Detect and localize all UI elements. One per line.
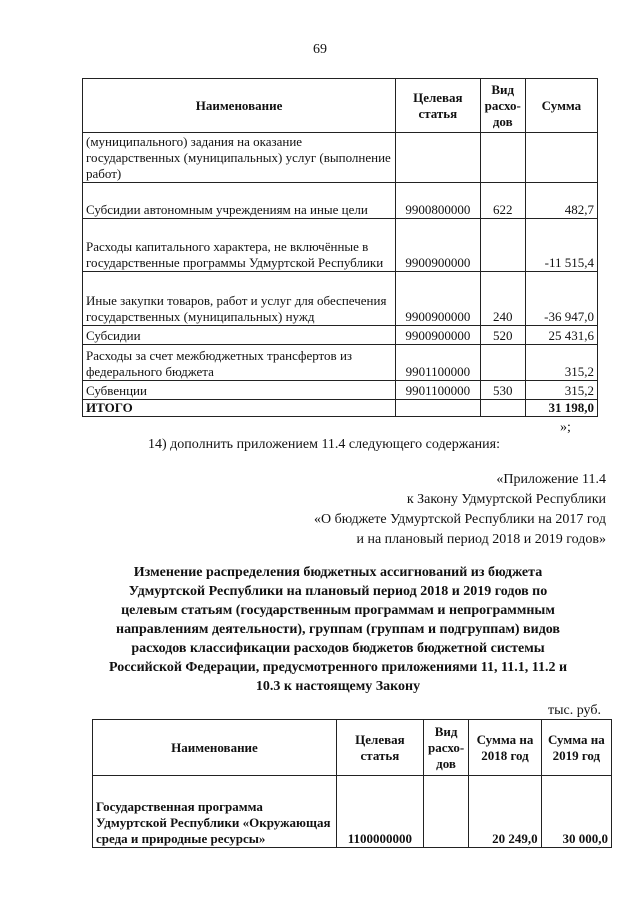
row-target xyxy=(396,133,480,183)
table-row xyxy=(83,219,598,272)
heading-line: направлениям деятельности), группам (группам и подгруппам) видов xyxy=(116,622,560,637)
table-row xyxy=(93,776,612,848)
table-row xyxy=(83,183,598,219)
header-name: Наименование xyxy=(83,79,396,133)
row-name: Субвенции xyxy=(83,381,396,400)
appendix-line: и на плановый период 2018 и 2019 годов» xyxy=(356,532,606,547)
budget-table-appendix xyxy=(92,719,612,848)
row-kind: 240 xyxy=(480,272,525,326)
header-sum-2019: Сумма на 2019 год xyxy=(541,720,611,776)
budget-table-continued xyxy=(82,78,598,417)
header-expense-type: Вид расхо-дов xyxy=(423,720,468,776)
row-target: 9901100000 xyxy=(396,381,480,400)
heading-line: Удмуртской Республики на плановый период 2018 и 2019 годов по xyxy=(128,584,548,599)
appendix-reference xyxy=(186,470,606,550)
row-target: 9900800000 xyxy=(396,183,480,219)
row-sum xyxy=(525,133,597,183)
closing-quote: »; xyxy=(560,420,571,435)
row-name: Субсидии автономным учреждениям на иные цели xyxy=(83,183,396,219)
heading-line: целевым статьям (государственным программам и непрограммным xyxy=(121,603,555,618)
row-sum: -36 947,0 xyxy=(525,272,597,326)
row-sum-2019: 30 000,0 xyxy=(541,776,611,848)
heading-line: 10.3 к настоящему Закону xyxy=(255,679,421,694)
row-target: 9900900000 xyxy=(396,272,480,326)
row-name: Субсидии xyxy=(83,326,396,345)
appendix-line: к Закону Удмуртской Республики xyxy=(406,492,606,507)
document-heading xyxy=(70,563,606,696)
table-header-row xyxy=(93,720,612,776)
table-row xyxy=(83,345,598,381)
header-sum: Сумма xyxy=(525,79,597,133)
row-target: 9900900000 xyxy=(396,219,480,272)
row-kind xyxy=(423,776,468,848)
row-kind xyxy=(480,345,525,381)
header-expense-type: Вид расхо-дов xyxy=(480,79,525,133)
table-row xyxy=(83,381,598,400)
row-sum: -11 515,4 xyxy=(525,219,597,272)
units-label: тыс. руб. xyxy=(548,703,601,718)
row-kind xyxy=(480,219,525,272)
table-row xyxy=(83,326,598,345)
row-kind: 530 xyxy=(480,381,525,400)
header-sum-2018: Сумма на 2018 год xyxy=(469,720,541,776)
total-label: ИТОГО xyxy=(83,400,396,417)
total-row xyxy=(83,400,598,417)
header-target-article: Целевая статья xyxy=(336,720,423,776)
total-sum: 31 198,0 xyxy=(525,400,597,417)
header-name: Наименование xyxy=(93,720,337,776)
heading-line: Изменение распределения бюджетных ассигнований из бюджета xyxy=(133,565,543,580)
row-sum: 25 431,6 xyxy=(525,326,597,345)
row-sum: 482,7 xyxy=(525,183,597,219)
row-name: Расходы за счет межбюджетных трансфертов из федерального бюджета xyxy=(83,345,396,381)
page-number: 69 xyxy=(313,42,327,57)
row-name: Иные закупки товаров, работ и услуг для обеспечения государственных (муниципальных) нужд xyxy=(83,272,396,326)
row-target: 1100000000 xyxy=(336,776,423,848)
row-target: 9900900000 xyxy=(396,326,480,345)
row-kind: 520 xyxy=(480,326,525,345)
row-name: Расходы капитального характера, не включённые в государственные программы Удмуртской Республики xyxy=(83,219,396,272)
row-name: Государственная программа Удмуртской Республики «Окружающая среда и природные ресурсы» xyxy=(93,776,337,848)
heading-line: Российской Федерации, предусмотренного приложениями 11, 11.1, 11.2 и xyxy=(108,660,568,675)
heading-line: расходов классификации расходов бюджетов бюджетной системы xyxy=(131,641,545,656)
appendix-line: «О бюджете Удмуртской Республики на 2017 год xyxy=(313,512,606,527)
row-name: (муниципального) задания на оказание государственных (муниципальных) услуг (выполнение работ) xyxy=(83,133,396,183)
amendment-paragraph: 14) дополнить приложением 11.4 следующего содержания: xyxy=(148,437,500,452)
row-sum: 315,2 xyxy=(525,345,597,381)
row-target: 9901100000 xyxy=(396,345,480,381)
table-row xyxy=(83,133,598,183)
table-header-row xyxy=(83,79,598,133)
row-kind: 622 xyxy=(480,183,525,219)
appendix-line: «Приложение 11.4 xyxy=(496,472,606,487)
row-sum-2018: 20 249,0 xyxy=(469,776,541,848)
table-row xyxy=(83,272,598,326)
row-sum: 315,2 xyxy=(525,381,597,400)
header-target-article: Целевая статья xyxy=(396,79,480,133)
row-kind xyxy=(480,133,525,183)
